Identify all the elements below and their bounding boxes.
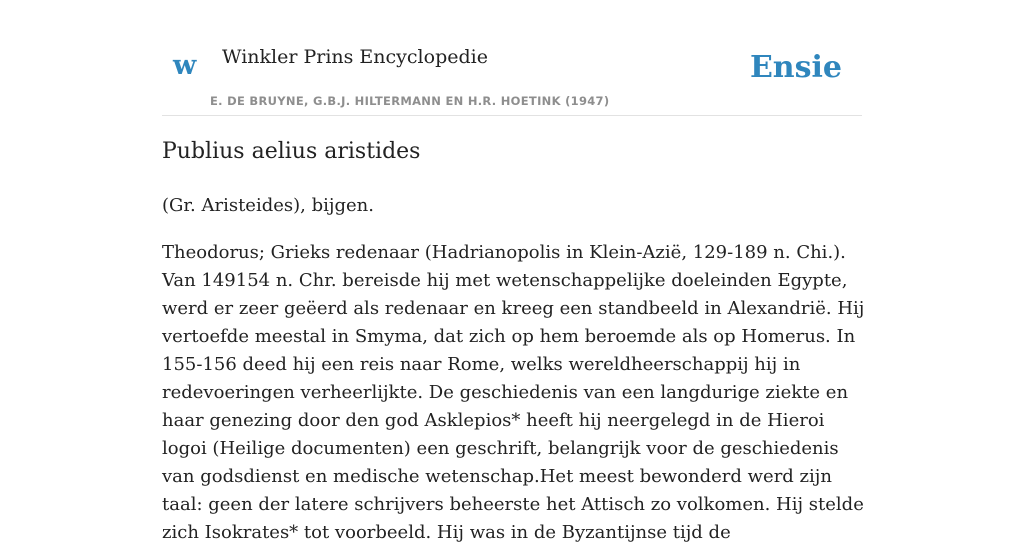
article (162, 138, 868, 547)
article-paragraph: (Gr. Aristeides), bijgen. (162, 194, 374, 216)
header (162, 0, 862, 116)
article-title: Publius aelius aristides (162, 139, 421, 164)
publication-logo[interactable]: w (173, 50, 197, 81)
publication-title[interactable]: Winkler Prins Encyclopedie (222, 46, 488, 68)
ensie-logo[interactable]: Ensie (749, 50, 842, 85)
article-paragraph: Theodorus; Grieks redenaar (Hadrianopolis in Klein-Azië, 129-189 n. Chi.). Van 149154 n. Chr. bereisde hij met wetenschappelijke doeleinden Egypte, werd er zeer geëerd als redenaar en kreeg een standbeeld in Alexandrië. Hij vertoefde meestal in Smyma, dat zich op hem beroemde als op Homerus. In 155-156 deed hij een reis naar Rome, welks wereldheerschappij hij in redevoeringen verheerlijkte. De geschiedenis van een langdurige ziekte en haar genezing door den god Asklepios* heeft hij neergelegd in de Hieroi logoi (Heilige documenten) een geschrift, belangrijk voor de geschiedenis van godsdienst en medische wetenschap.Het meest bewonderd werd zijn taal: geen der latere schrijvers beheerste het Attisch zo volkomen. Hij stelde zich Isokrates* tot voorbeeld. Hij was in de Byzantijnse tijd de (162, 241, 865, 543)
publication-authors: E. DE BRUYNE, G.B.J. HILTERMANN EN H.R. HOETINK (1947) (210, 94, 610, 108)
